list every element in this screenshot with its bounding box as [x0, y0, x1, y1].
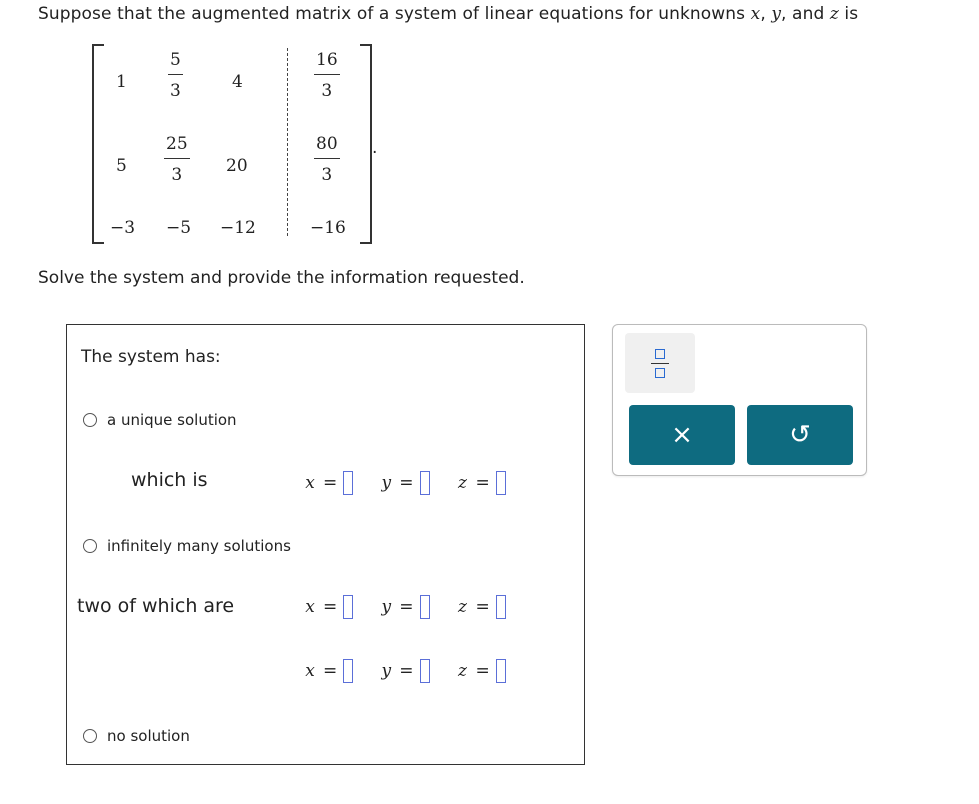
option-infinite-label: infinitely many solutions: [107, 537, 291, 555]
unique-equations: [303, 471, 506, 495]
equals-sign: =: [475, 597, 490, 617]
matrix-cell-r1c1: 1: [116, 72, 127, 92]
y-var: y: [381, 597, 392, 617]
which-is-label: which is: [131, 469, 208, 491]
equals-sign: =: [399, 661, 414, 681]
clear-button[interactable]: ×: [629, 405, 735, 465]
matrix-cell-r3c3: −12: [220, 218, 256, 238]
option-unique-solution[interactable]: [83, 411, 237, 429]
option-no-solution[interactable]: [83, 727, 190, 745]
equals-sign: =: [323, 473, 338, 493]
infinite-z2-input[interactable]: [496, 659, 506, 683]
matrix-cell-r1c3: 4: [232, 72, 243, 92]
radio-infinite[interactable]: [83, 539, 97, 553]
equals-sign: =: [323, 597, 338, 617]
matrix-cell-r2c4: 80 3: [316, 134, 338, 185]
z-var: z: [458, 661, 467, 681]
z-var: z: [458, 597, 467, 617]
infinite-x1-input[interactable]: [343, 595, 353, 619]
augmented-divider: [287, 48, 288, 236]
fraction-icon[interactable]: [625, 333, 695, 393]
equals-sign: =: [399, 473, 414, 493]
matrix-cell-r3c4: −16: [310, 218, 346, 238]
equals-sign: =: [475, 473, 490, 493]
y-var: y: [381, 661, 392, 681]
option-unique-label: a unique solution: [107, 411, 237, 429]
matrix-left-bracket: [92, 44, 104, 244]
radio-none[interactable]: [83, 729, 97, 743]
equals-sign: =: [399, 597, 414, 617]
undo-button[interactable]: ↺: [747, 405, 853, 465]
matrix-right-bracket: [360, 44, 372, 244]
matrix-cell-r1c2: 5 3: [170, 50, 181, 101]
matrix-cell-r1c4: 16 3: [316, 50, 338, 101]
instruction-text: Solve the system and provide the information requested.: [38, 268, 525, 288]
two-of-which-label: two of which are: [77, 595, 235, 617]
augmented-matrix: [92, 44, 382, 240]
matrix-cell-r3c2: −5: [166, 218, 192, 238]
y-var: y: [381, 473, 392, 493]
x-var: x: [305, 473, 315, 493]
x-var: x: [305, 597, 315, 617]
matrix-cell-r2c2: 25 3: [166, 134, 188, 185]
answer-box: [66, 324, 585, 765]
matrix-cell-r3c1: −3: [110, 218, 136, 238]
matrix-period: .: [372, 138, 378, 158]
unique-y-input[interactable]: [420, 471, 430, 495]
equals-sign: =: [475, 661, 490, 681]
option-infinite-solutions[interactable]: [83, 537, 291, 555]
z-var: z: [458, 473, 467, 493]
matrix-cell-r2c3: 20: [226, 156, 248, 176]
unique-x-input[interactable]: [343, 471, 353, 495]
radio-unique[interactable]: [83, 413, 97, 427]
infinite-y1-input[interactable]: [420, 595, 430, 619]
infinite-equations-2: [303, 659, 506, 683]
question-text: Suppose that the augmented matrix of a system of linear equations for unknowns x, y, and z is: [38, 4, 859, 24]
unique-z-input[interactable]: [496, 471, 506, 495]
infinite-z1-input[interactable]: [496, 595, 506, 619]
equals-sign: =: [323, 661, 338, 681]
matrix-cell-r2c1: 5: [116, 156, 127, 176]
x-var: x: [305, 661, 315, 681]
option-none-label: no solution: [107, 727, 190, 745]
math-tool-panel: [612, 324, 867, 476]
infinite-equations-1: [303, 595, 506, 619]
infinite-x2-input[interactable]: [343, 659, 353, 683]
infinite-y2-input[interactable]: [420, 659, 430, 683]
system-has-label: The system has:: [81, 347, 221, 367]
